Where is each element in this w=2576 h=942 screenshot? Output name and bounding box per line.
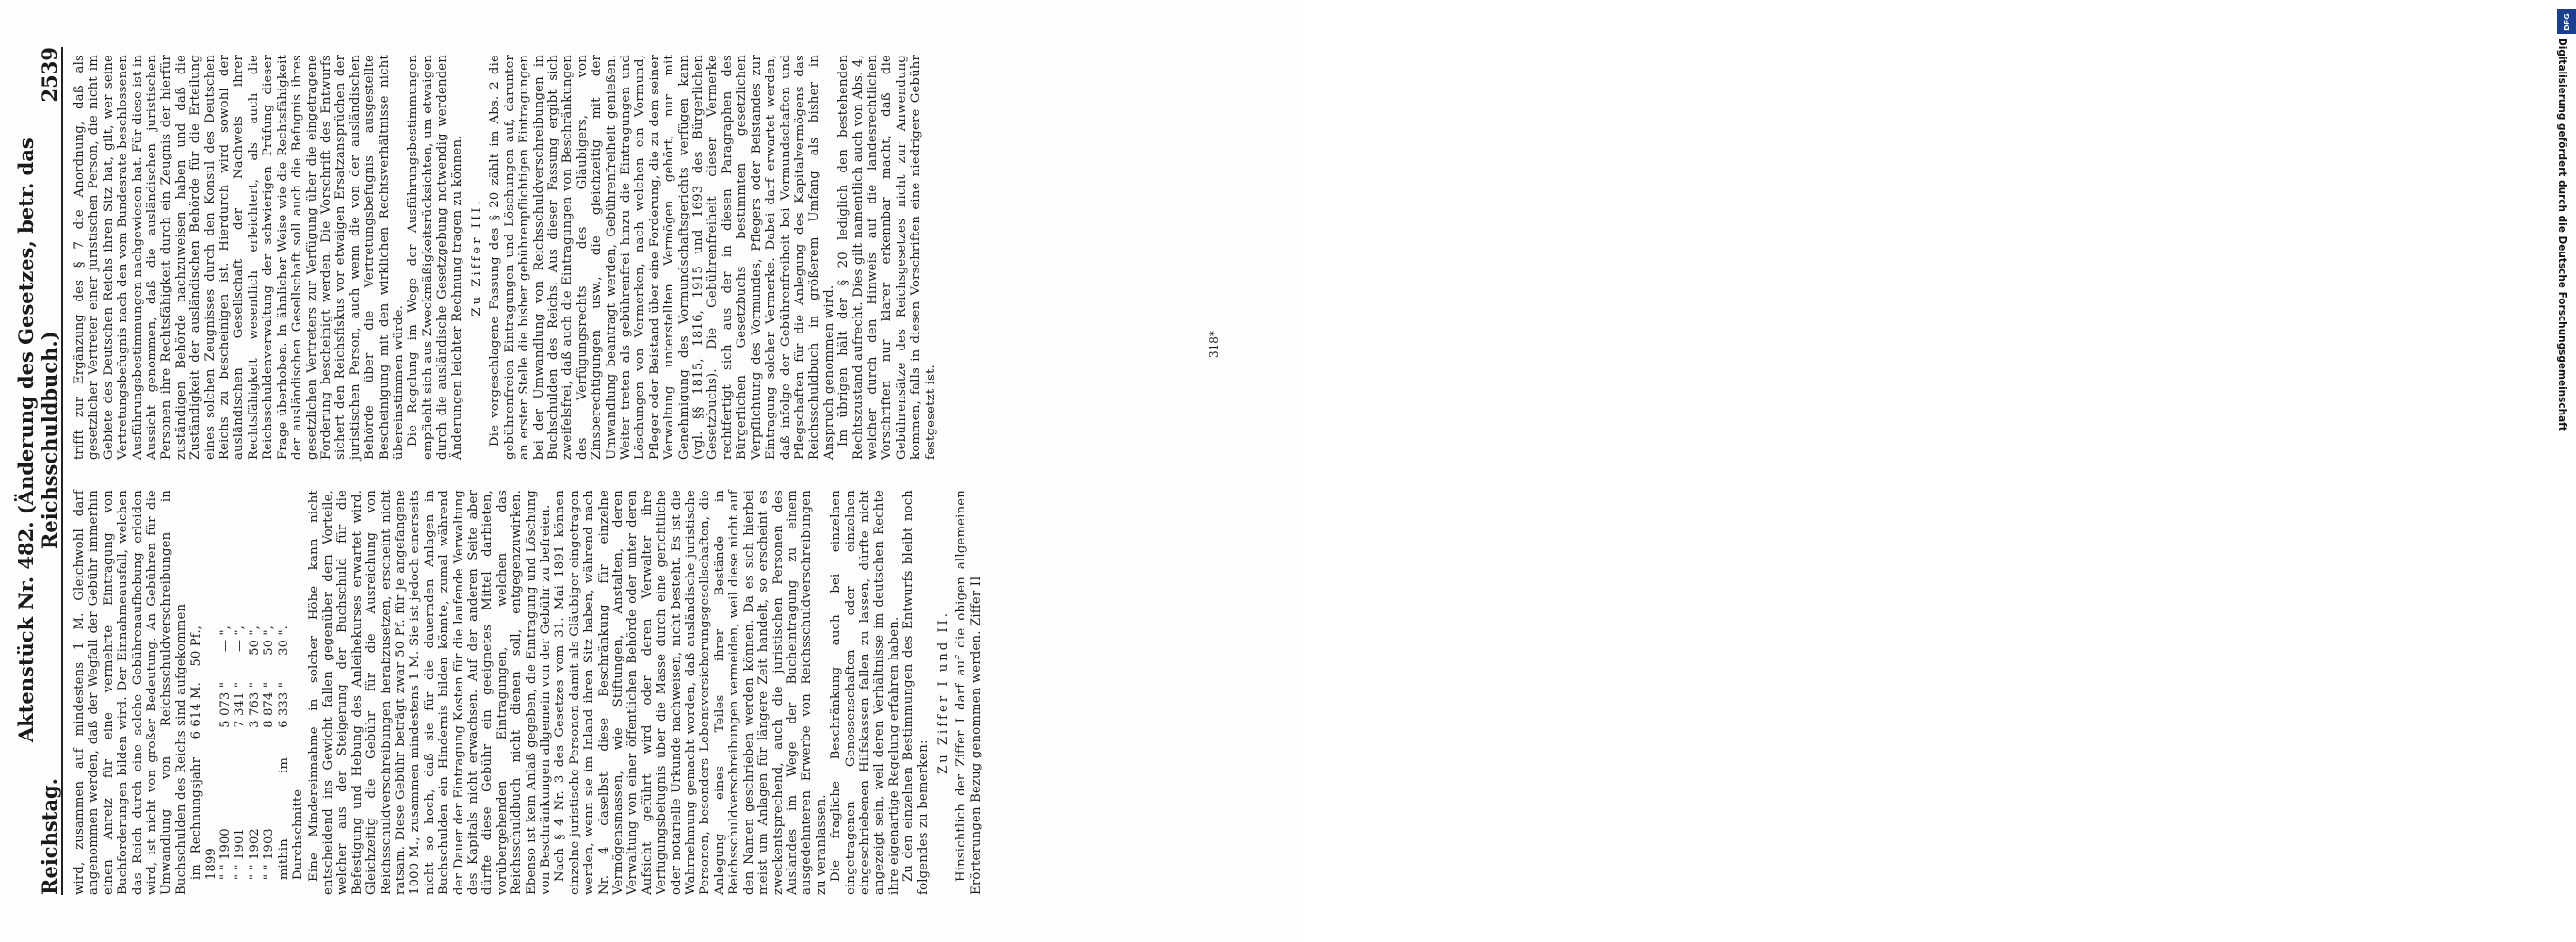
table-row: " " 1902 3 763 " 50 ", (247, 625, 262, 880)
paragraph: Zu den einzelnen Bestimmungen des Entwurfs bleibt noch folgendes zu bemerken: (901, 490, 931, 895)
section-heading: Zu Ziffer III. (469, 198, 484, 317)
revenue-table (189, 490, 305, 880)
table-row: mithin im Durchschnitte 6 333 " 30 ". (276, 625, 306, 880)
paragraph: Im übrigen hält der § 20 lediglich den bestehenden Rechtszustand aufrecht. Dies gilt namentlich auch von Abs. 4, welcher durch den Hinweis auf die landesrechtlichen Vorschriften nur klarer erkennbar macht, daß die Gebührensätze des Reichsgesetzes nicht zur Anwendung kommen, falls in diesen Vorschriften eine niedrigere Gebühr festgesetzt ist. (836, 55, 938, 460)
dfg-logo-icon: DFG (2557, 9, 2576, 34)
header-left: Reichstag. (38, 778, 61, 895)
paragraph: Eine Mindereinnahme in solcher Höhe kann nicht entscheidend ins Gewicht fallen gegenüber dem Vorteile, welcher aus der Steigerung der Buchschuld für die Befestigung und Hebung des Anleihekurses erwartet wird. Gleichzeitig die Gebühr für die Ausreichung von Reichsschuldverschreibungen herabzusetzen, erscheint nicht ratsam. Diese Gebühr beträgt zwar 50 Pf. für je angefangene 1000 M., zusammen mindestens 1 M. Sie ist jedoch einerseits nicht so hoch, daß sie für die dauernden Anlagen in Buchschulden ein Hindernis bilden könnte, zumal während der Dauer der Eintragung Kosten für die laufende Verwaltung des Kapitals nicht erwachsen. Auf der anderen Seite aber dürfte diese Gebühr ein geeignetes Mittel darbieten, vorübergehenden Eintragungen, welchen das Reichsschuldbuch nicht dienen soll, entgegenzuwirken. Ebenso ist kein Anlaß gegeben, die Eintragung und Löschung von Beschränkungen allgemein von der Gebühr zu befreien. (306, 490, 553, 895)
paragraph: trifft zur Ergänzung des § 7 die Anordnung, daß als gesetzlicher Vertreter einer juristischen Person, die nicht im Gebiete des Deutschen Reichs ihren Sitz hat, gilt, wer seine Vertretungsbefugnis nach den vom Bundesrate beschlossenen Ausführungsbestimmungen nachgewiesen hat. Für diese ist in Aussicht genommen, daß die ausländischen juristischen Personen ihre Rechtsfähigkeit durch ein Zeugnis der hierfür zuständigen Behörde nachzuweisen haben und daß die Zuständigkeit der ausländischen Behörde für die Erteilung eines solchen Zeugnisses durch den Konsul des Deutschen Reichs zu bescheinigen ist. Hierdurch wird sowohl der ausländischen Gesellschaft der Nachweis ihrer Rechtsfähigkeit wesentlich erleichtert, als auch die Reichsschuldenverwaltung der schwierigen Prüfung dieser Frage überhoben. In ähnlicher Weise wie die Rechtsfähigkeit der ausländischen Gesellschaft soll auch die Befugnis ihres gesetzlichen Vertreters zur Verfügung über die eingetragene Forderung bescheinigt werden. Die Vorschrift des Entwurfs sichert den Reichsfiskus vor etwaigen Ersatzansprüchen der juristischen Person, auch wenn die von der ausländischen Behörde über die Vertretungsbefugnis ausgestellte Bescheinigung mit den wirklichen Rechtsverhältnisse nicht übereinstimmen würde. (73, 55, 406, 460)
digitization-sidebar (1273, 0, 2571, 942)
table-row: " " 1903 8 874 " 50 ", (262, 625, 277, 880)
running-header (14, 47, 63, 895)
section-heading: Zu Ziffer I und II. (935, 610, 950, 774)
text-column-right (73, 55, 938, 460)
header-title: Aktenstück Nr. 482. (Änderung des Gesetzes, betr. das Reichsschuldbuch.) (14, 138, 61, 743)
table-row: " " 1901 7 341 " — ", (233, 625, 248, 880)
paragraph: Nach § 4 Nr. 3 des Gesetzes vom 31. Mai 1891 können einzelne juristische Personen damit als Gläubiger eingetragen werden, wenn sie im Inland ihren Sitz haben, während nach Nr. 4 daselbst diese Beschränkung für einzelne Vermögensmassen, wie Stiftungen, Anstalten, deren Verwaltung von einer öffentlichen Behörde oder unter deren Aufsicht geführt wird oder deren Verwalter ihre Verfügungsbefugnis über die Masse durch eine gerichtliche oder notarielle Urkunde nachweisen, nicht besteht. Es ist die Wahrnehmung gemacht worden, daß ausländische juristische Personen, besonders Lebensversicherungsgesellschaften, die Anlegung eines Teiles ihrer Bestände in Reichsschuldverschreibungen vermeiden, weil diese nicht auf den Namen geschrieben werden können. Da es sich hierbei meist um Anlagen für längere Zeit handelt, so erscheint es zweckentsprechend, auch die juristischen Personen des Auslandes im Wege der Bucheintragung zu einem ausgedehnteren Erwerbe von Reichsschuldverschreibungen zu veranlassen. (553, 490, 829, 895)
page-mark: 318* (1207, 331, 1221, 358)
paragraph: Die vorgeschlagene Fassung des § 20 zählt im Abs. 2 die gebührenfreien Eintragungen und Löschungen auf, darunter an erster Stelle die bisher gebührenpflichtigen Eintragungen bei der Umwandlung von Reichsschuldverschreibungen in Buchschulden des Reichs. Aus dieser Fassung ergibt sich zweifelsfrei, daß auch die Eintragungen von Beschränkungen des Verfügungsrechts des Gläubigers, von Zinsberechtigungen usw., die gleichzeitig mit der Umwandlung beantragt werden, Gebührenfreiheit genießen. Weiter treten als gebührenfrei hinzu die Eintragungen und Löschungen von Vermerken, nach welchen ein Vormund, Pfleger oder Beistand über eine Forderung, die zu dem seiner Verwaltung unterstellten Vermögen gehört, nur mit Genehmigung des Vormundschaftsgerichts verfügen kann (vgl. §§ 1815, 1816, 1915 und 1693 des Bürgerlichen Gesetzbuchs). Die Gebührenfreiheit dieser Vermerke rechtfertigt sich aus der in diesen Paragraphen des Bürgerlichen Gesetzbuchs bestimmten gesetzlichen Verpflichtung des Vormundes, Pflegers oder Beistandes zur Eintragung solcher Vermerke. Dabei darf erwartet werden, daß infolge der Gebührenfreiheit bei Vormundschaften und Pflegschaften für die Anlegung des Kapitalvermögens das Reichsschuldbuch in größerem Umfang als bisher in Anspruch genommen wird. (488, 55, 836, 460)
text-column-left (73, 490, 983, 895)
rotated-page-content (14, 47, 1276, 895)
table-row: im Rechnungsjahr 1899 6 614 M. 50 Pf., (189, 625, 219, 880)
paragraph: Hinsichtlich der Ziffer I darf auf die obigen allgemeinen Erörterungen Bezug genommen werden. Ziffer II (954, 490, 983, 895)
digitization-credit: Digitalisierung gefördert durch die Deutsche Forschungsgemeinschaft (2556, 38, 2568, 431)
header-page-number: 2539 (38, 47, 61, 103)
table-row: " " 1900 5 073 " — ", (219, 625, 234, 880)
paragraph: Die Regelung im Wege der Ausführungsbestimmungen empfiehlt sich aus Zweckmäßigkeitsrücksichten, um etwaigen durch die ausländische Gesetzgebung notwendig werdenden Änderungen leichter Rechnung tragen zu können. (406, 55, 464, 460)
paragraph: wird, zusammen auf mindestens 1 M. Gleichwohl darf angenommen werden, daß der Wegfall der Gebühr immerhin einen Anreiz für eine vermehrte Eintragung von Buchforderungen bilden wird. Der Einnahmeausfall, welchen das Reich durch eine solche Gebührenaufhebung erleiden wird, ist nicht von großer Bedeutung. An Gebühren für die Umwandlung von Reichsschuldverschreibungen in Buchschulden des Reichs sind aufgekommen (73, 490, 188, 895)
paragraph: Die fragliche Beschränkung auch bei einzelnen eingetragenen Genossenschaften oder einzelnen eingeschriebenen Hilfskassen fallen zu lassen, dürfte nicht angezeigt sein, weil deren Verhältnisse im deutschen Rechte ihre eigenartige Regelung erfahren haben. (829, 490, 901, 895)
